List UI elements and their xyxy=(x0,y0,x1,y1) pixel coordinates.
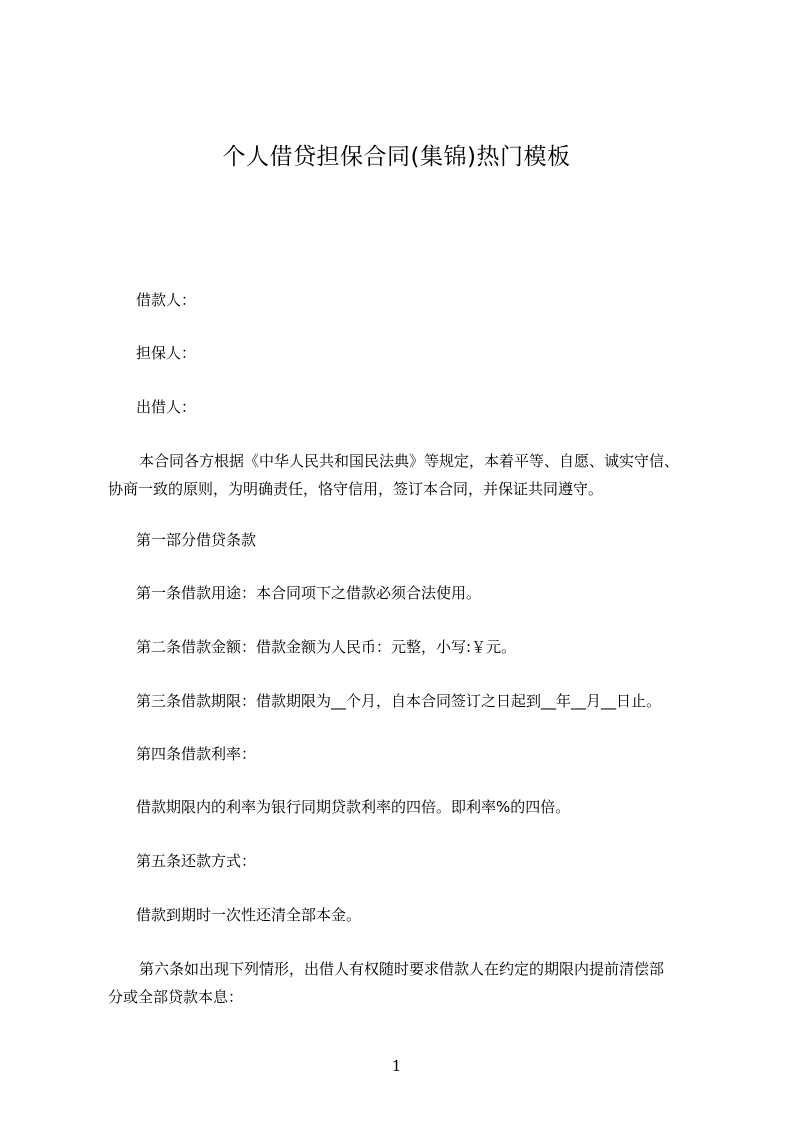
page-title: 个人借贷担保合同(集锦)热门模板 xyxy=(222,144,571,170)
article-5-body xyxy=(108,905,708,925)
article-4-body-text: 借款期限内的利率为银行同期贷款利率的四倍。即利率%的四倍。 xyxy=(136,798,571,816)
article-6-line-2 xyxy=(108,987,708,1007)
article-3 xyxy=(108,691,708,711)
guarantor-label: 担保人： xyxy=(136,344,197,362)
article-4-heading-text: 第四条借款利率： xyxy=(136,745,257,763)
page-number: 1 xyxy=(391,1057,402,1075)
part1-heading xyxy=(108,530,708,550)
borrower-label: 借款人： xyxy=(136,291,197,309)
lender-label: 出借人： xyxy=(136,398,197,416)
article-1-text: 第一条借款用途：本合同项下之借款必须合法使用。 xyxy=(136,584,482,602)
borrower-line xyxy=(108,290,708,310)
article-1 xyxy=(108,583,708,603)
part1-heading-text: 第一部分借贷条款 xyxy=(136,531,257,549)
article-2-text: 第二条借款金额：借款金额为人民币：元整，小写:￥元。 xyxy=(136,638,517,656)
article-2 xyxy=(108,637,708,657)
preamble-text-2: 协商一致的原则，为明确责任，恪守信用，签订本合同，并保证共同遵守。 xyxy=(108,480,604,498)
article-5-body-text: 借款到期时一次性还清全部本金。 xyxy=(136,906,362,924)
article-5-heading xyxy=(108,851,708,871)
preamble-text-1: 本合同各方根据《中华人民共和国民法典》等规定，本着平等、自愿、诚实守信、 xyxy=(139,452,680,470)
article-6-text-2: 分或全部贷款本息： xyxy=(108,988,244,1006)
article-3-text: 第三条借款期限：借款期限为__个月，自本合同签订之日起到__年__月__日止。 xyxy=(136,692,662,710)
article-4-heading xyxy=(108,744,708,764)
article-6-line-1 xyxy=(108,959,708,979)
article-4-body xyxy=(108,797,708,817)
guarantor-line xyxy=(108,343,708,363)
preamble-line-1 xyxy=(108,451,708,471)
article-5-heading-text: 第五条还款方式： xyxy=(136,852,257,870)
preamble-line-2 xyxy=(108,479,708,499)
lender-line xyxy=(108,397,708,417)
article-6-text-1: 第六条如出现下列情形，出借人有权随时要求借款人在约定的期限内提前清偿部 xyxy=(139,960,665,978)
